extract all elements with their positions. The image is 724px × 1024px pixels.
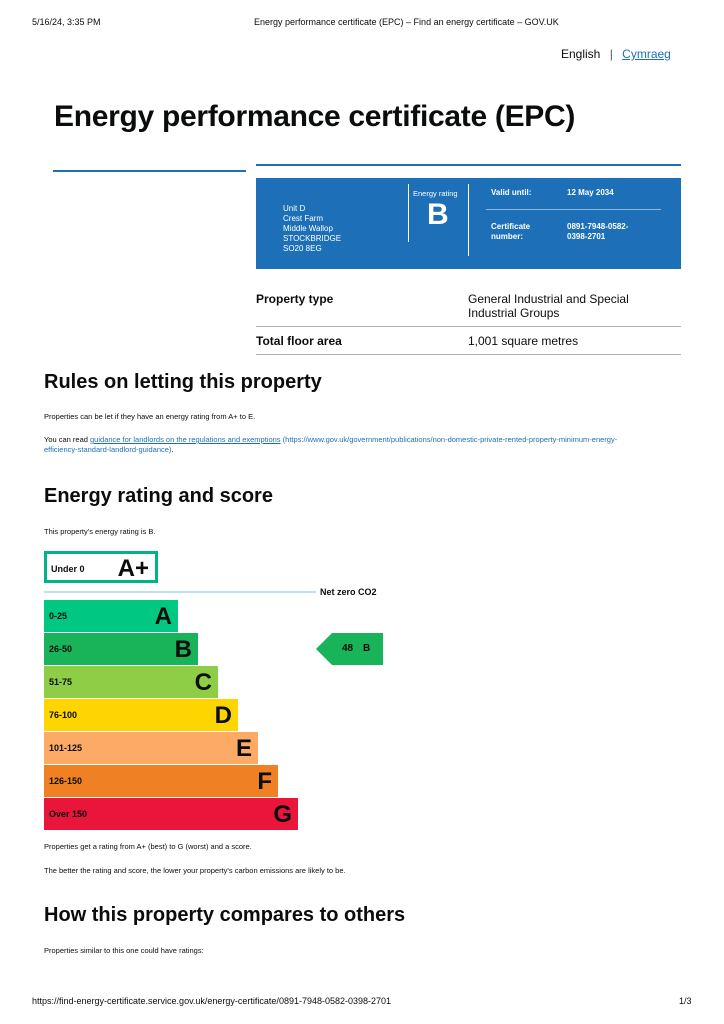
band-range: 101-125 <box>49 743 83 753</box>
box-hsep <box>486 209 661 210</box>
letting-heading: Rules on letting this property <box>44 371 322 393</box>
property-type-label: Property type <box>256 292 334 306</box>
band-d <box>44 699 238 731</box>
band-letter: A+ <box>117 555 149 582</box>
print-page-title: Energy performance certificate (EPC) – Find an energy certificate – GOV.UK <box>254 17 559 27</box>
net-zero-label: Net zero CO2 <box>320 587 377 597</box>
band-a <box>44 600 178 632</box>
band-letter: G <box>273 801 292 828</box>
band-letter: D <box>214 702 232 729</box>
band-letter: C <box>194 669 212 696</box>
certificate-number-line: 0398-2701 <box>567 232 606 241</box>
certificate-label-line: Certificate <box>491 222 531 231</box>
certificate-box <box>256 178 681 269</box>
address-line: Middle Wallop <box>283 224 333 233</box>
current-rating-letter: B <box>363 643 371 654</box>
band-letter: B <box>174 636 192 663</box>
band-c <box>44 666 218 698</box>
box-separator <box>468 184 469 256</box>
rating-note: The better the rating and score, the lower your property's carbon emissions are likely to be. <box>44 866 346 875</box>
certificate-label-line: number: <box>491 232 523 241</box>
property-type-line: General Industrial and Special <box>468 292 629 306</box>
address-line: SO20 8EG <box>283 244 322 253</box>
floor-area-label: Total floor area <box>256 334 342 348</box>
page-title: Energy performance certificate (EPC) <box>54 100 576 133</box>
band-letter: E <box>235 735 252 762</box>
valid-until-value: 12 May 2034 <box>567 188 614 197</box>
rating-intro: This property's energy rating is B. <box>44 527 156 536</box>
certificate-number <box>567 222 628 242</box>
box-separator <box>408 184 409 242</box>
property-address <box>283 204 341 254</box>
print-timestamp: 5/16/24, 3:35 PM <box>32 17 101 27</box>
band-range: 126-150 <box>49 776 83 786</box>
property-type-value <box>468 292 629 320</box>
property-type-line: Industrial Groups <box>468 306 560 320</box>
language-separator: | <box>609 47 613 61</box>
language-english: English <box>561 47 601 61</box>
language-switcher <box>561 47 671 61</box>
guidance-url-part: (https://www.gov.uk/government/publications/non-domestic-private-rented-property-minimum-energy- <box>280 435 618 444</box>
valid-until-label: Valid until: <box>491 188 532 197</box>
guidance-prefix: You can read <box>44 435 91 444</box>
net-zero-line <box>44 591 316 593</box>
guidance-link[interactable]: guidance for landlords on the regulations and exemptions <box>90 435 281 444</box>
right-divider <box>256 164 681 166</box>
letting-guidance-paragraph <box>44 435 674 455</box>
energy-rating-label: Energy rating <box>413 189 458 198</box>
rating-heading: Energy rating and score <box>44 485 273 507</box>
letting-paragraph: Properties can be let if they have an energy rating from A+ to E. <box>44 412 256 421</box>
band-b <box>44 633 198 665</box>
certificate-number-label <box>491 222 530 242</box>
band-range: 0-25 <box>49 611 68 621</box>
energy-rating-letter: B <box>427 198 449 231</box>
band-letter: F <box>257 768 272 795</box>
certificate-number-line: 0891-7948-0582- <box>567 222 629 231</box>
band-f <box>44 765 278 797</box>
compare-intro: Properties similar to this one could have ratings: <box>44 946 204 955</box>
address-line: Unit D <box>283 204 306 213</box>
guidance-suffix: . <box>171 445 174 454</box>
band-letter: A <box>154 603 172 630</box>
left-divider <box>53 170 246 172</box>
band-range: Under 0 <box>51 564 85 574</box>
address-line: STOCKBRIDGE <box>283 234 342 243</box>
band-range: 26-50 <box>49 644 73 654</box>
band-range: 76-100 <box>49 710 78 720</box>
band-g <box>44 798 298 830</box>
band-e <box>44 732 258 764</box>
summary-divider <box>256 354 681 355</box>
floor-area-value: 1,001 square metres <box>468 334 579 348</box>
print-page-number: 1/3 <box>679 996 692 1006</box>
rating-note: Properties get a rating from A+ (best) to G (worst) and a score. <box>44 842 252 851</box>
address-line: Crest Farm <box>283 214 323 223</box>
summary-divider <box>256 326 681 327</box>
language-welsh-link[interactable]: Cymraeg <box>622 47 671 61</box>
band-aplus <box>44 551 158 583</box>
compare-heading: How this property compares to others <box>44 904 406 926</box>
current-rating-score: 48 <box>342 643 354 654</box>
print-url: https://find-energy-certificate.service.gov.uk/energy-certificate/0891-7948-0582-0398-2701 <box>32 996 392 1006</box>
band-range: 51-75 <box>49 677 73 687</box>
band-range: Over 150 <box>49 809 88 819</box>
guidance-url-part: efficiency-standard-landlord-guidance) <box>44 445 172 454</box>
